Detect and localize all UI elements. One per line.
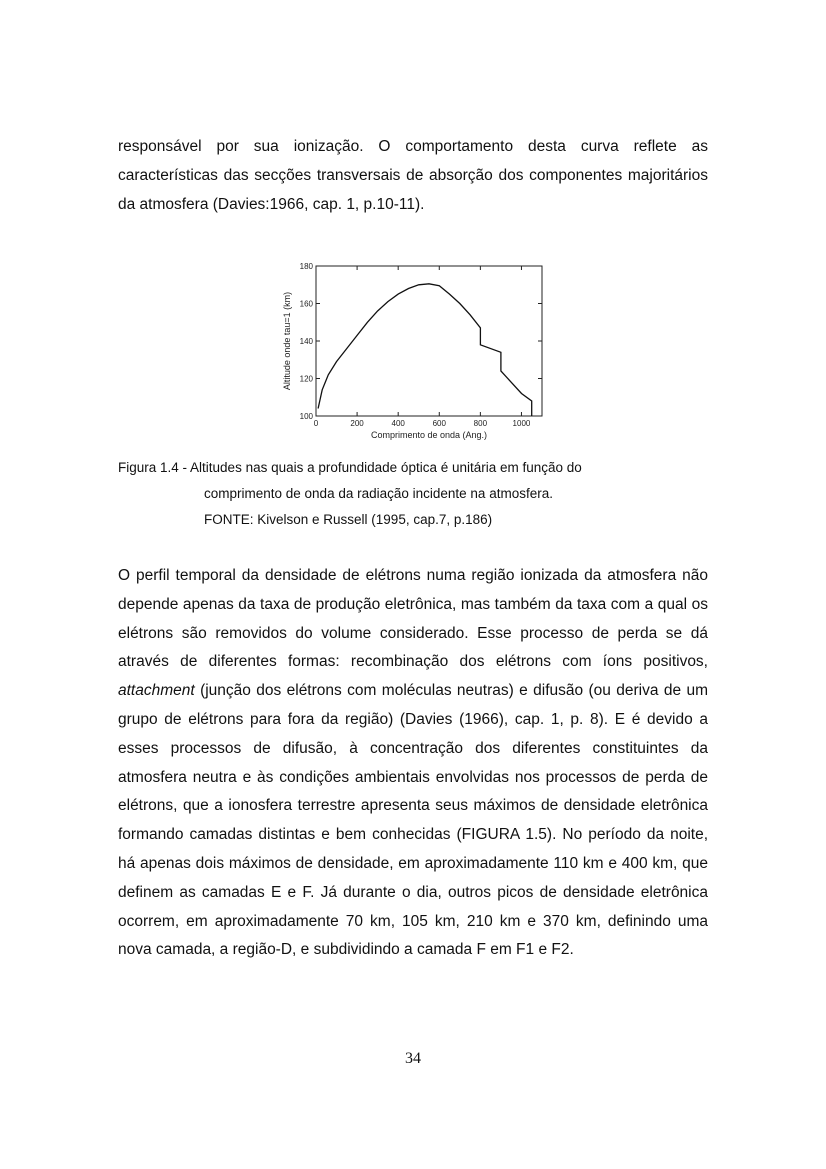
y-tick-label: 100	[299, 412, 313, 421]
y-tick-label: 180	[299, 262, 313, 271]
page-number: 34	[405, 1050, 421, 1067]
caption-line-2: comprimento de onda da radiação incidente na atmosfera.	[204, 486, 553, 501]
x-tick-label: 600	[432, 419, 446, 428]
altitude-wavelength-chart	[270, 256, 550, 446]
caption-source: FONTE: Kivelson e Russell (1995, cap.7, p.186)	[204, 512, 493, 527]
paragraph-electron-density	[118, 562, 708, 965]
y-tick-label: 120	[299, 374, 313, 384]
x-tick-label: 1000	[512, 419, 531, 428]
x-tick-label: 200	[350, 419, 364, 428]
x-axis-label: Comprimento de onda (Ang.)	[370, 430, 488, 440]
x-tick-label: 0	[313, 419, 319, 428]
y-axis-label: Altitude onde tau=1 (km)	[282, 291, 292, 391]
caption-line-1: Figura 1.4 - Altitudes nas quais a profundidade óptica é unitária em função do	[118, 460, 582, 475]
paragraph-text: (junção dos elétrons com moléculas neutras) e difusão (ou deriva de um grupo de elétrons para fora da região) (Davies (1966), cap. 1, p. 8). E é devido a esses processos de difusão, à concentração dos diferentes constituintes da atmosfera neutra e às condições ambientais envolvidas nos processos de perda de elétrons, que a ionosfera terrestre apresenta seus máximos de densidade eletrônica formando camadas distintas e bem conhecidas (FIGURA 1.5). No período da noite, há apenas dois máximos de densidade, em aproximadamente 110 km e 400 km, que definem as camadas E e F. Já durante o dia, outros picos de densidade eletrônica ocorrem, em aproximadamente 70 km, 105 km, 210 km e 370 km, definindo uma nova camada, a região-D, e subdividindo a camada F em F1 e F2.	[118, 682, 708, 959]
x-tick-label: 800	[473, 419, 488, 428]
plot-frame	[316, 266, 542, 416]
figure-optical-depth-chart	[270, 256, 550, 446]
paragraph-text: O perfil temporal da densidade de elétrons numa região ionizada da atmosfera não depende apenas da taxa de produção eletrônica, mas também da taxa com a qual os elétrons são removidos do volume considerado. Esse processo de perda se dá através de diferentes formas: recombinação dos elétrons com íons positivos,	[118, 567, 708, 671]
y-tick-label: 160	[299, 299, 313, 309]
series-line	[318, 284, 532, 416]
y-tick-label: 140	[299, 337, 313, 346]
paragraph-intro: responsável por sua ionização. O comportamento desta curva reflete as características das secções transversais de absorção dos componentes majoritários da atmosfera (Davies:1966, cap. 1, p.10-11).	[118, 138, 708, 213]
emphasis-term: attachment	[118, 682, 195, 700]
figure-caption	[118, 455, 718, 533]
x-tick-label: 400	[391, 419, 405, 428]
